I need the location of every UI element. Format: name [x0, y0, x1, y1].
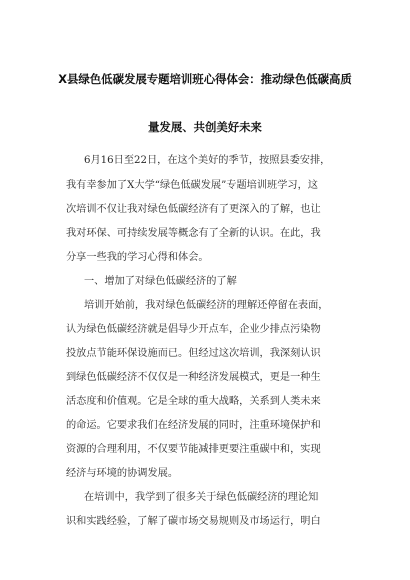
body-line: 活态度和价值观。它是全球的重大战略，关系到人类未来 [66, 396, 321, 407]
body-line: 我有幸参加了X大学“绿色低碳发展”专题培训班学习，这 [66, 180, 318, 191]
body-line: 6月16日至22日，在这个美好的季节，按照县委安排， [84, 155, 331, 166]
body-line: 我对环保、可持续发展等概念有了全新的认识。在此，我 [66, 228, 321, 239]
document-title-line-1: X县绿色低碳发展专题培训班心得体会：推动绿色低碳高质 [58, 72, 352, 86]
body-line: 识和实践经验，了解了碳市场交易规则及市场运行，明白 [66, 516, 321, 527]
body-line: 培训开始前，我对绿色低碳经济的理解还停留在表面， [84, 300, 329, 311]
section-heading: 一、增加了对绿色低碳经济的了解 [84, 276, 237, 287]
body-line: 资源的合理利用，不仅要节能减排更要注重碳中和，实现 [66, 444, 321, 455]
body-line: 次培训不仅让我对绿色低碳经济有了更深入的了解，也让 [66, 204, 321, 215]
body-line: 的命运。它要求我们在经济发展的同时，注重环境保护和 [66, 420, 321, 431]
body-line: 认为绿色低碳经济就是倡导少开点车，企业少排点污染物 [66, 324, 321, 335]
body-line: 投放点节能环保设施而已。但经过这次培训，我深刻认识 [66, 348, 321, 359]
body-line: 在培训中，我学到了很多关于绿色低碳经济的理论知 [84, 492, 319, 503]
body-line: 分享一些我的学习心得和体会。 [66, 252, 209, 263]
document-title-line-2: 量发展、共创美好未来 [148, 120, 262, 134]
body-line: 经济与环境的协调发展。 [66, 468, 179, 479]
body-line: 到绿色低碳经济不仅仅是一种经济发展模式，更是一种生 [66, 372, 321, 383]
